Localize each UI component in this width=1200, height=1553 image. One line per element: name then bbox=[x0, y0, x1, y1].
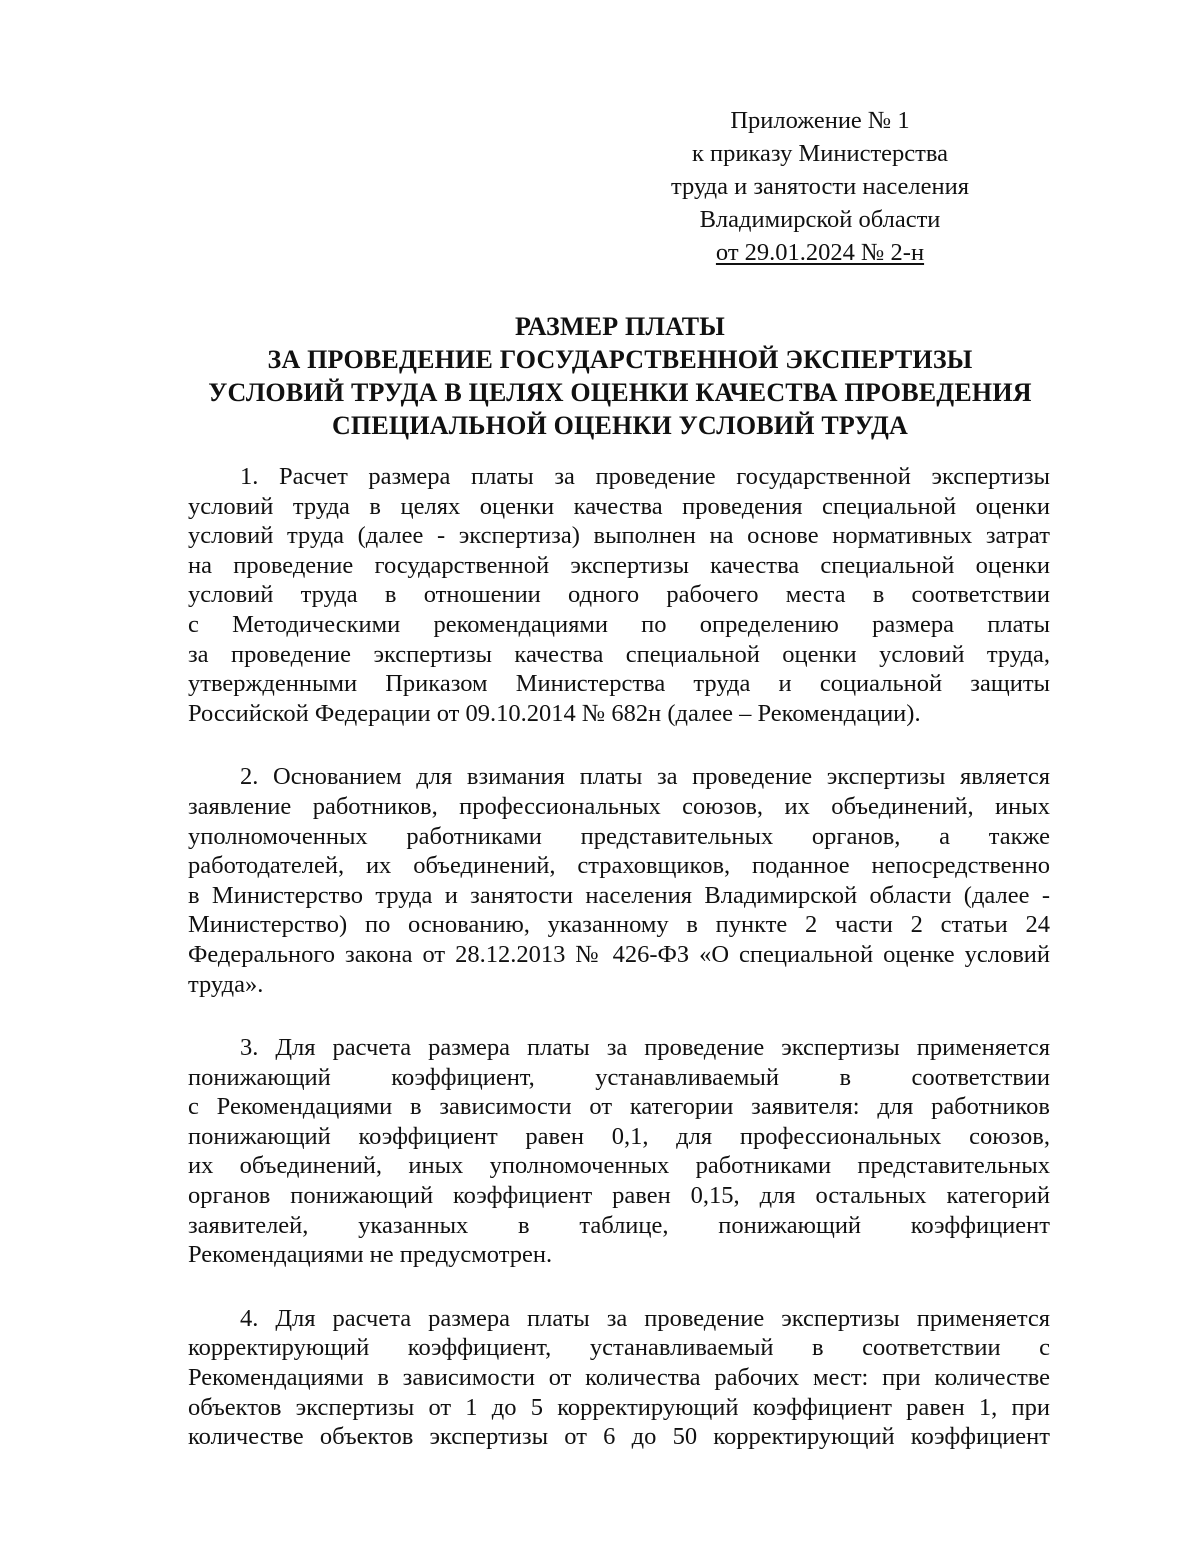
text-line: утвержденными Приказом Министерства труда и социальной защиты bbox=[188, 670, 1050, 698]
text-line: объектов экспертизы от 1 до 5 корректирующий коэффициент равен 1, при bbox=[188, 1393, 1050, 1421]
text-line: количестве объектов экспертизы от 6 до 50 корректирующий коэффициент bbox=[188, 1423, 1050, 1451]
text-line: уполномоченных работниками представительных органов, а также bbox=[188, 822, 1050, 850]
title-line: УСЛОВИЙ ТРУДА В ЦЕЛЯХ ОЦЕНКИ КАЧЕСТВА ПРОВЕДЕНИЯ bbox=[208, 378, 1032, 407]
text-line: с Методическими рекомендациями по определению размера платы bbox=[188, 610, 1050, 638]
text-line: Министерство) по основанию, указанному в пункте 2 части 2 статьи 24 bbox=[188, 911, 1050, 939]
text-line: понижающий коэффициент, устанавливаемый в соответствии bbox=[188, 1063, 1050, 1091]
text-line: понижающий коэффициент равен 0,1, для профессиональных союзов, bbox=[188, 1122, 1050, 1150]
appendix-date-number: от 29.01.2024 № 2-н bbox=[715, 239, 925, 266]
text-line: на проведение государственной экспертизы качества специальной оценки bbox=[188, 551, 1050, 579]
text-line: 1. Расчет размера платы за проведение государственной экспертизы bbox=[240, 463, 1050, 490]
text-line: заявителей, указанных в таблице, понижающий коэффициент bbox=[188, 1211, 1050, 1239]
text-line: условий труда в целях оценки качества проведения специальной оценки bbox=[188, 492, 1050, 520]
text-line: 4. Для расчета размера платы за проведение экспертизы применяется bbox=[240, 1304, 1050, 1332]
appendix-region: Владимирской области bbox=[699, 206, 941, 233]
text-line: их объединений, иных уполномоченных работниками представительных bbox=[188, 1152, 1050, 1180]
text-line: Рекомендациями не предусмотрен. bbox=[188, 1241, 553, 1269]
paragraph-3 bbox=[188, 1033, 1050, 1270]
text-line: за проведение экспертизы качества специальной оценки условий труда, bbox=[188, 640, 1050, 668]
appendix-ministry: труда и занятости населения bbox=[671, 173, 969, 200]
appendix-order-ref: к приказу Министерства bbox=[692, 140, 948, 167]
title-line: РАЗМЕР ПЛАТЫ bbox=[514, 312, 726, 341]
document-title bbox=[150, 310, 1090, 442]
paragraph-1 bbox=[188, 462, 1050, 728]
title-line: СПЕЦИАЛЬНОЙ ОЦЕНКИ УСЛОВИЙ ТРУДА bbox=[331, 411, 909, 440]
document-body bbox=[188, 462, 1050, 1486]
paragraph-4 bbox=[188, 1304, 1050, 1452]
text-line: корректирующий коэффициент, устанавливаемый в соответствии с bbox=[188, 1334, 1050, 1362]
appendix-number: Приложение № 1 bbox=[730, 107, 910, 134]
text-line: с Рекомендациями в зависимости от категории заявителя: для работников bbox=[188, 1093, 1050, 1121]
text-line: заявление работников, профессиональных союзов, их объединений, иных bbox=[188, 792, 1050, 820]
text-line: в Министерство труда и занятости населения Владимирской области (далее - bbox=[188, 881, 1050, 909]
title-line: ЗА ПРОВЕДЕНИЕ ГОСУДАРСТВЕННОЙ ЭКСПЕРТИЗЫ bbox=[267, 345, 973, 374]
text-line: условий труда в отношении одного рабочего места в соответствии bbox=[188, 581, 1050, 609]
text-line: Рекомендациями в зависимости от количества рабочих мест: при количестве bbox=[188, 1364, 1050, 1392]
text-line: работодателей, их объединений, страховщиков, поданное непосредственно bbox=[188, 852, 1050, 880]
text-line: 2. Основанием для взимания платы за проведение экспертизы является bbox=[240, 763, 1050, 791]
text-line: Федерального закона от 28.12.2013 № 426-ФЗ «О специальной оценке условий bbox=[188, 940, 1050, 968]
appendix-header bbox=[640, 104, 1000, 269]
paragraph-2 bbox=[188, 762, 1050, 999]
text-line: 3. Для расчета размера платы за проведение экспертизы применяется bbox=[240, 1034, 1050, 1062]
text-line: условий труда (далее - экспертиза) выполнен на основе нормативных затрат bbox=[188, 522, 1050, 550]
text-line: труда». bbox=[188, 970, 264, 998]
text-line: Российской Федерации от 09.10.2014 № 682н (далее – Рекомендации). bbox=[188, 699, 921, 727]
text-line: органов понижающий коэффициент равен 0,15, для остальных категорий bbox=[188, 1182, 1050, 1210]
